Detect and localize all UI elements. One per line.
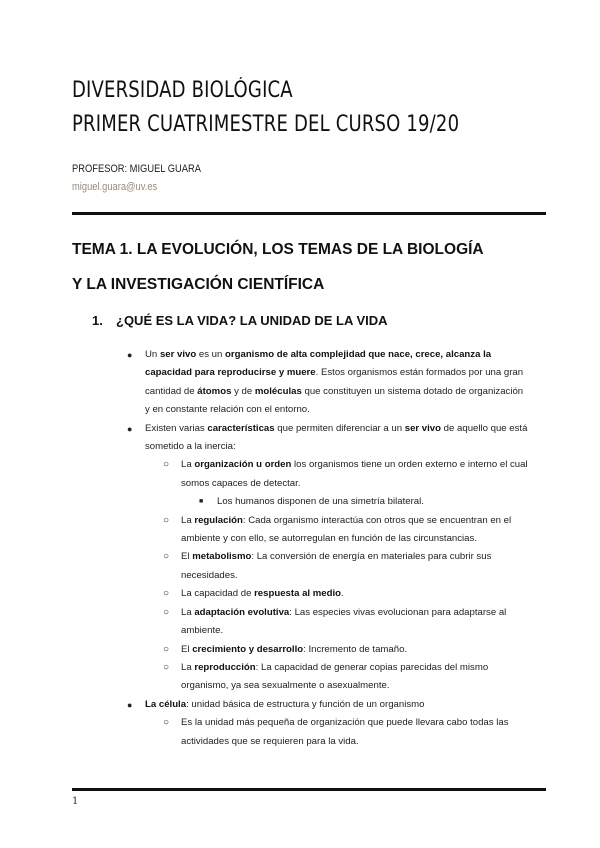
list-item-celula: ● La célula: unidad básica de estructura y función de un organismo	[145, 696, 530, 714]
page-number: 1	[72, 796, 79, 807]
document-title: DIVERSIDAD BIOLÓGICA	[72, 78, 293, 103]
bullet-dot-icon: ●	[127, 423, 133, 434]
professor-name: PROFESOR: MIGUEL GUARA	[72, 163, 202, 175]
list-item-respuesta: ○ La capacidad de respuesta al medio.	[181, 585, 531, 603]
bullet-circle-icon: ○	[163, 459, 170, 471]
list-item-organizacion: ○ La organización u orden los organismos tiene un orden externo e interno el cual somos capaces de detectar.	[181, 456, 531, 493]
professor-email: miguel.guara@uv.es	[72, 181, 158, 193]
bullet-square-icon: ■	[199, 498, 204, 506]
list-item-reproduccion: ○ La reproducción: La capacidad de generar copias parecidas del mismo organismo, ya sea sexualmente o asexualmente.	[181, 659, 531, 696]
bullet-circle-icon: ○	[163, 717, 170, 729]
list-item-unidad: ○ Es la unidad más pequeña de organización que puede llevara cabo todas las actividades que se requieren para la vida.	[181, 714, 531, 751]
list-item-adaptacion: ○ La adaptación evolutiva: Las especies vivas evolucionan para adaptarse al ambiente.	[181, 604, 531, 641]
bullet-circle-icon: ○	[163, 514, 170, 526]
footer-divider	[72, 788, 546, 791]
document-subtitle: PRIMER CUATRIMESTRE DEL CURSO 19/20	[72, 112, 460, 137]
list-item-caracteristicas: ● Existen varias características que permiten diferenciar a un ser vivo de aquello que está sometido a la inercia:	[145, 420, 530, 457]
bullet-dot-icon: ●	[127, 350, 133, 360]
list-item-simetria: ■ Los humanos disponen de una simetría bilateral.	[217, 493, 517, 511]
topic-heading-line1: TEMA 1. LA EVOLUCIÓN, LOS TEMAS DE LA BIOLOGÍA	[72, 241, 484, 258]
list-item-crecimiento: ○ El crecimiento y desarrollo: Incremento de tamaño.	[181, 641, 531, 659]
bullet-circle-icon: ○	[163, 643, 170, 655]
section-title: ¿QUÉ ES LA VIDA? LA UNIDAD DE LA VIDA	[116, 313, 388, 328]
list-item-ser-vivo: ● Un ser vivo es un organismo de alta complejidad que nace, crece, alcanza la capacidad para reproducirse y muere. Estos organismos están formados por una gran cantidad de átomos y de moléculas que constituyen un sistema dotado de organización y en constante relación con el entorno.	[145, 346, 530, 420]
bullet-circle-icon: ○	[163, 551, 170, 563]
bullet-circle-icon: ○	[163, 588, 170, 600]
section-number: 1.	[92, 313, 103, 328]
bullet-circle-icon: ○	[163, 661, 170, 673]
list-item-metabolismo: ○ El metabolismo: La conversión de energía en materiales para cubrir sus necesidades.	[181, 548, 531, 585]
bullet-dot-icon: ●	[127, 699, 133, 710]
topic-heading	[72, 232, 552, 302]
section-heading	[92, 312, 388, 330]
section-content	[0, 346, 600, 751]
topic-heading-line2: Y LA INVESTIGACIÓN CIENTÍFICA	[72, 276, 325, 293]
header-divider	[72, 212, 546, 215]
bullet-circle-icon: ○	[163, 606, 170, 618]
list-item-regulacion: ○ La regulación: Cada organismo interactúa con otros que se encuentran en el ambiente y con ello, se autorregulan en función de las circunstancias.	[181, 512, 531, 549]
